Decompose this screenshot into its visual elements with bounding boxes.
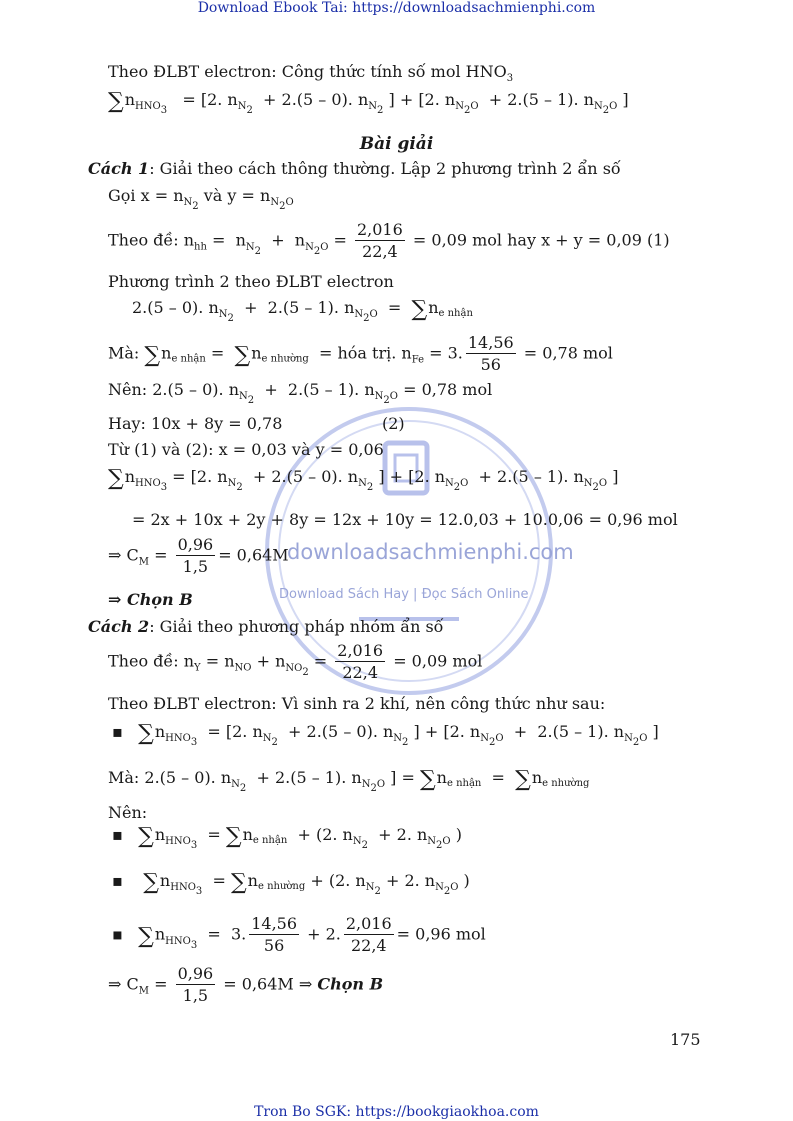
watermark-tagline: Download Sách Hay | Đọc Sách Online [279, 587, 529, 602]
header-link[interactable]: Download Ebook Tai: https://downloadsachmienphi.com [197, 0, 596, 16]
cach1-hay: Hay: 10x + 8y = 0,78 [108, 414, 283, 433]
cach2-cm: ⇒ $C_M$ = $\frac{0,96}{1,5}$ = 0,64M ⇒ Chọn B [108, 964, 384, 1005]
cach1-theo-de: Theo đề: $n_{hh} = n_{N2} + n_{N2O}$ = $\frac{2,016}{22,4}$ = 0,09 mol hay x + y = 0,09 (1) [108, 220, 670, 261]
watermark-site: downloadsachmienphi.com [287, 540, 574, 564]
cach2-ma: Mà: 2.(5 – 0). $n_{N2} + 2.(5 - 1)$. $n_{N2O}$ ] = ∑ne nhận = ∑ne nhường [108, 767, 590, 794]
cach1-ma: Mà: ∑ne nhận = ∑ne nhường = hóa trị. $n_{Fe} = 3$. $\frac{14,56}{56}$ = 0,78 mol [108, 333, 613, 374]
cach2-theo-de: Theo đề: $n_Y = n_{NO} + n_{NO2}$ = $\frac{2,016}{22,4}$ = 0,09 mol [108, 641, 483, 682]
cach2-bullet4: ▪ $\sum n_{HNO3} = 3$. $\frac{14,56}{56}$ + 2. $\frac{2,016}{22,4}$ = 0,96 mol [112, 914, 486, 955]
section-title: Bài giải [359, 134, 434, 154]
footer-link[interactable]: Tron Bo SGK: https://bookgiaokhoa.com [254, 1104, 539, 1120]
cach1-cm: ⇒ $C_M$ = $\frac{0,96}{1,5}$ = 0,64M [108, 535, 289, 576]
cach2-heading: Cách 2: Giải theo phương pháp nhóm ẩn số [88, 617, 444, 636]
cach2-dlbt: Theo ĐLBT electron: Vì sinh ra 2 khí, nên công thức như sau: [108, 694, 606, 713]
cach2-bullet1: ▪ $\sum n_{HNO3} = [2$. $n_{N2} + 2.(5 - 0)$. $n_{N2}$ ] + [2. $n_{N2O} + 2.(5 - 1)$. $n_{N2O}$ ] [112, 721, 659, 748]
cach1-goi: Gọi $x = n_{N2}$ và $y = n_{N2O}$ [108, 186, 294, 212]
cach1-sum-line: = 2x + 10x + 2y + 8y = 12x + 10y = 12.0,03 + 10.0,06 = 0,96 mol [132, 510, 678, 529]
cach1-tu12: Từ (1) và (2): x = 0,03 và y = 0,06 [108, 440, 384, 459]
intro-formula: $\sum n_{HNO3} = [2$. $n_{N2} + 2.(5 - 0)$. $n_{N2}$ ] + [2. $n_{N2O} + 2.(5 - 1)$. $n_{N2O}$ ] [108, 89, 629, 116]
cach1-sum-hno3: $\sum n_{HNO3} = [2$. $n_{N2} + 2.(5 - 0)$. $n_{N2}$ ] + [2. $n_{N2O} + 2.(5 - 1)$. $n_{N2O}$ ] [108, 466, 619, 493]
cach1-chon: ⇒ Chọn B [108, 590, 193, 609]
page-number: 175 [670, 1030, 701, 1049]
cach2-nen: Nên: [108, 803, 148, 822]
cach1-hay-num: (2) [382, 414, 405, 433]
intro-line: Theo ĐLBT electron: Công thức tính số mol $HNO_3$ [108, 62, 514, 84]
cach1-pt2: Phương trình 2 theo ĐLBT electron [108, 272, 394, 291]
cach2-bullet2: ▪ $\sum n_{HNO3} = \sum ne$ nhận + (2. $n_{N2} + 2$. $n_{N2O}$ ) [112, 824, 462, 851]
cach1-pt2-eq: 2.(5 – 0). $n_{N2} + 2.(5 - 1)$. $n_{N2O} = \sum ne$ nhận [132, 297, 473, 324]
cach2-bullet3: ▪ $\sum n_{HNO3} = \sum ne$ nhường + (2. $n_{N2} + 2$. $n_{N2O}$ ) [112, 870, 470, 897]
cach1-nen: Nên: 2.(5 – 0). $n_{N2} + 2.(5 - 1)$. $n_{N2O} = 0,78$ mol [108, 380, 493, 406]
cach1-heading: Cách 1: Giải theo cách thông thường. Lập 2 phương trình 2 ẩn số [88, 159, 621, 178]
